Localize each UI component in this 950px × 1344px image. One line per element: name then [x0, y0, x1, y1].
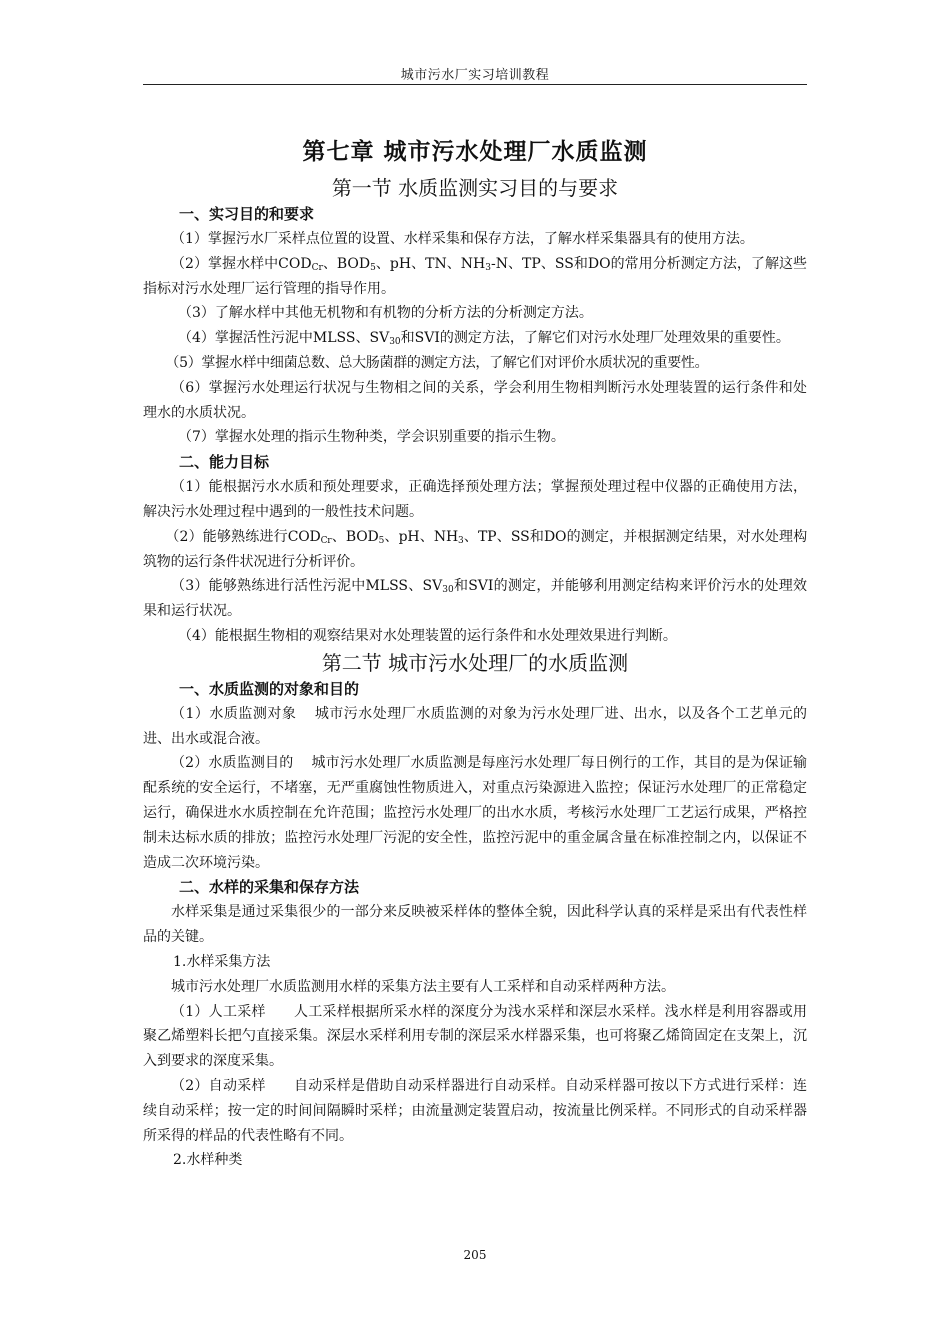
paragraph: （3）能够熟练进行活性污泥中MLSS、$SV_{30}$和SVI的测定，并能够利用测定结构来评价污水的处理效果和运行状况。: [143, 578, 807, 620]
paragraph: （4）能根据生物相的观察结果对水处理装置的运行条件和水处理效果进行判断。: [178, 627, 677, 644]
paragraph: （2）掌握水样中$COD_{Cr}$、$BOD_5$、pH、TN、$NH_3-N$、TP、SS和DO的常用分析测定方法，了解这些指标对污水处理厂运行管理的指导作用。: [143, 255, 808, 297]
paragraph: （5）掌握水样中细菌总数、总大肠菌群的测定方法，了解它们对评价水质状况的重要性。: [165, 354, 709, 371]
paragraph: （7）掌握水处理的指示生物种类，学会识别重要的指示生物。: [178, 429, 565, 446]
paragraph: （2）水质监测目的 城市污水处理厂水质监测是每座污水处理厂每日例行的工作，其目的是为保证输配系统的安全运行，不堵塞，无严重腐蚀性物质进入，对重点污染源进入监控；保证污水处理厂的正常稳定运行，确保进水水质控制在允许范围；监控污水处理厂的出水水质，考核污水处理厂工艺运行成果，严格控制未达标水质的排放；监控污水处理厂污泥的安全性，监控污泥中的重金属含量在标准控制之内，以保证不造成二次环境污染。: [143, 755, 807, 871]
paragraph: （1）人工采样 人工采样根据所采水样的深度分为浅水采样和深层水采样。浅水样是利用容器或用聚乙烯塑料长把勺直接采集。深层水采样利用专制的深层采水样器采集，也可将聚乙烯筒固定在支架上，沉入到要求的深度采集。: [143, 1003, 807, 1070]
document-body: [143, 174, 807, 1173]
header-rule: [143, 84, 807, 85]
paragraph: （3）了解水样中其他无机物和有机物的分析方法的分析测定方法。: [178, 305, 593, 322]
paragraph: （2）自动采样 自动采样是借助自动采样器进行自动采样。自动采样器可按以下方式进行采样：连续自动采样；按一定的时间间隔瞬时采样；由流量测定装置启动，按流量比例采样。不同形式的自动采样器所采得的样品的代表性略有不同。: [143, 1077, 807, 1144]
paragraph: （1）能根据污水水质和预处理要求，正确选择预处理方法；掌握预处理过程中仪器的正确使用方法，解决污水处理过程中遇到的一般性技术问题。: [143, 479, 807, 520]
numbered-heading: 2.水样种类: [173, 1152, 243, 1169]
paragraph: 城市污水处理厂水质监测用水样的采集方法主要有人工采样和自动采样两种方法。: [171, 978, 675, 995]
chapter-title: 第七章 城市污水处理厂水质监测: [302, 139, 648, 165]
running-header: 城市污水厂实习培训教程: [400, 68, 550, 83]
paragraph: （2）能够熟练进行$COD_{Cr}$、$BOD_5$、pH、$NH_3$、TP、SS和DO的测定，并根据测定结果，对水处理构筑物的运行条件状况进行分析评价。: [143, 528, 808, 570]
paragraph: （1）水质监测对象 城市污水处理厂水质监测的对象为污水处理厂进、出水，以及各个工艺单元的进、出水或混合液。: [143, 705, 807, 747]
subheading-goals: 一、实习目的和要求: [179, 205, 315, 223]
paragraph: （1）掌握污水厂采样点位置的设置、水样采集和保存方法，了解水样采集器具有的使用方法。: [171, 231, 754, 247]
numbered-heading: 1.水样采集方法: [173, 953, 271, 970]
page-number: 205: [463, 1248, 487, 1262]
subheading-sampling: 二、水样的采集和保存方法: [179, 878, 360, 897]
subheading-monitoring-objects: 一、水质监测的对象和目的: [179, 679, 360, 698]
paragraph: （4）掌握活性污泥中MLSS、$SV_{30}$和SVI的测定方法，了解它们对污水处理厂处理效果的重要性。: [178, 330, 790, 348]
section-title-2: 第二节 城市污水处理厂的水质监测: [321, 650, 629, 675]
document-page: [143, 0, 807, 1344]
subheading-ability: 二、能力目标: [179, 453, 270, 472]
paragraph: （6）掌握污水处理运行状况与生物相之间的关系，学会利用生物相判断污水处理装置的运行条件和处理水的水质状况。: [143, 379, 807, 421]
section-title-1: 第一节 水质监测实习目的与要求: [331, 176, 619, 200]
paragraph: 水样采集是通过采集很少的一部分来反映被采样体的整体全貌，因此科学认真的采样是采出有代表性样品的关键。: [143, 904, 807, 946]
